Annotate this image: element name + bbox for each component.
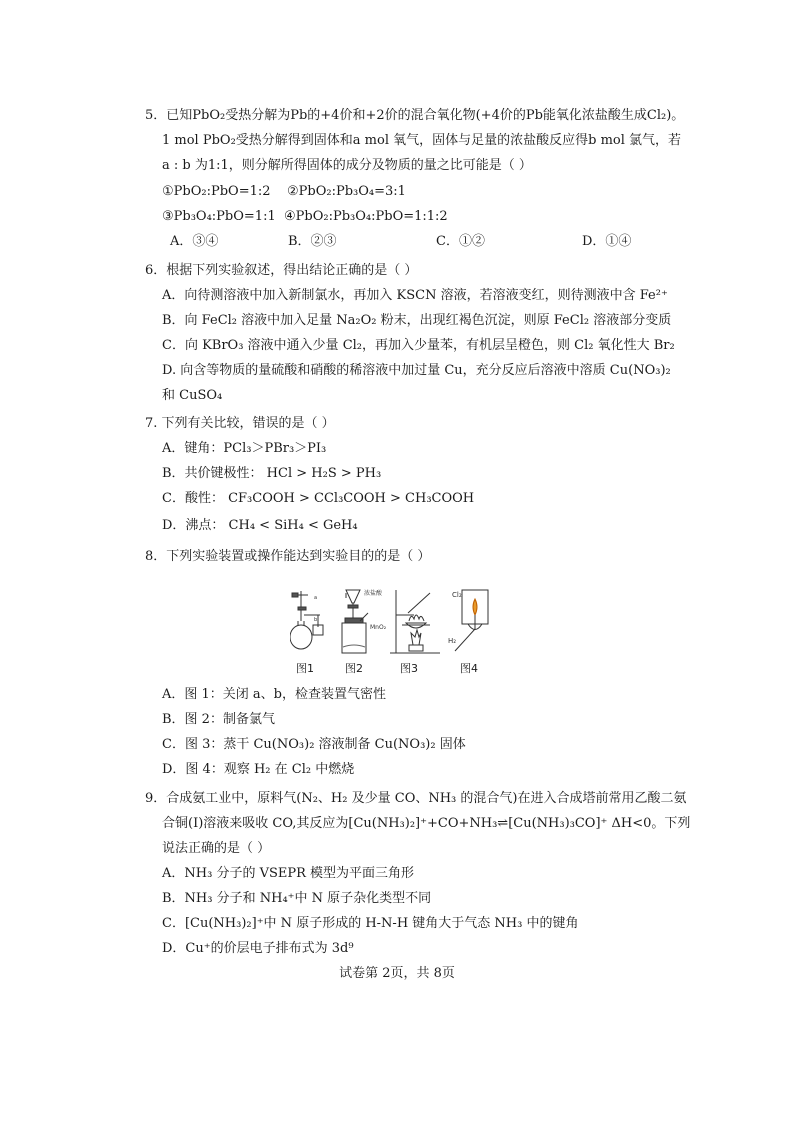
q5-stem-line3: a : b 为1:1，则分解所得固体的成分及物质的量之比可能是（ ） [162,158,532,173]
q6-stem: 6．根据下列实验叙述，得出结论正确的是（ ） [145,263,418,278]
q8-option-d: D．图 4：观察 H₂ 在 Cl₂ 中燃烧 [162,762,355,777]
fig2-reagent-label: MnO₂ [370,624,387,631]
q8-option-a: A．图 1：关闭 a、b，检查装置气密性 [162,687,386,702]
q6-option-b: B．向 FeCl₂ 溶液中加入足量 Na₂O₂ 粉末，出现红褐色沉淀，则原 FeCl₂ 溶液部分变质 [162,313,672,328]
svg-text:a: a [314,595,318,601]
fig4-chlorine-label: Cl₂ [452,591,462,599]
svg-text:b: b [314,617,318,623]
q5-item-4: ④PbO₂:Pb₃O₄:PbO=1:1:2 [284,209,448,224]
q5-item-1: ①PbO₂:PbO=1:2 [162,184,271,199]
q5-option-b: B．②③ [288,234,337,249]
q5-option-a: A．③④ [170,234,219,249]
q8-option-c: C．图 3：蒸干 Cu(NO₃)₂ 溶液制备 Cu(NO₃)₂ 固体 [162,737,466,752]
q6-option-d-line1: D. 向含等物质的量硫酸和硝酸的稀溶液中加过量 Cu，充分反应后溶液中溶质 Cu(NO₃)₂ [162,363,671,378]
q6-option-a: A．向待测溶液中加入新制氯水，再加入 KSCN 溶液，若溶液变红，则待测液中含 Fe²⁺ [162,288,668,303]
q5-option-d: D．①④ [582,234,632,249]
q9-stem-line2: 合铜(I)溶液来吸收 CO,其反应为[Cu(NH₃)₂]⁺+CO+NH₃⇌[Cu(NH₃)₃CO]⁺ ΔH<0。下列 [162,816,691,831]
q9-stem-line3: 说法正确的是（ ） [162,841,271,856]
q5-item-2: ②PbO₂:Pb₃O₄=3:1 [287,184,406,199]
q5-stem-line2: 1 mol PbO₂受热分解得到固体和a mol 氧气，固体与足量的浓盐酸反应得b mol 氯气，若 [162,133,682,148]
fig4-hydrogen-label: H₂ [448,637,457,645]
page-footer: 试卷第 2页，共 8页 [339,966,455,981]
q5-item-3: ③Pb₃O₄:PbO=1:1 [162,209,276,224]
fig2-acid-label: 浓盐酸 [364,590,383,597]
figure-1-label: 图1 [296,662,314,675]
q8-stem: 8．下列实验装置或操作能达到实验目的的是（ ） [145,549,431,564]
figure-3-label: 图3 [400,662,418,675]
q7-option-a: A．键角：PCl₃＞PBr₃＞PI₃ [162,441,327,456]
q7-option-d: D．沸点： CH₄ < SiH₄ < GeH₄ [162,518,358,533]
figure-4-label: 图4 [460,662,478,675]
q9-option-c: C．[Cu(NH₃)₂]⁺中 N 原子形成的 H-N-H 键角大于气态 NH₃ 中的键角 [162,916,579,931]
q9-stem-line1: 9．合成氨工业中，原料气(N₂、H₂ 及少量 CO、NH₃ 的混合气)在进入合成塔前常用乙酸二氨 [145,791,687,806]
q5-stem-line1: 5．已知PbO₂受热分解为Pb的+4价和+2价的混合氧化物(+4价的Pb能氧化浓盐酸生成Cl₂)。 [145,108,685,123]
q7-option-c: C．酸性： CF₃COOH > CCl₃COOH > CH₃COOH [162,491,475,506]
figure-2-label: 图2 [345,662,363,675]
q7-option-b: B．共价键极性： HCl > H₂S > PH₃ [162,466,382,481]
q6-option-c: C．向 KBrO₃ 溶液中通入少量 Cl₂，再加入少量苯，有机层呈橙色，则 Cl₂ 氧化性大 Br₂ [162,338,675,353]
q7-stem: 7. 下列有关比较，错误的是（ ） [145,416,335,431]
q6-option-d-line2: 和 CuSO₄ [162,388,223,403]
q9-option-b: B．NH₃ 分子和 NH₄⁺中 N 原子杂化类型不同 [162,891,432,906]
q9-option-a: A．NH₃ 分子的 VSEPR 模型为平面三角形 [162,866,415,881]
q8-option-b: B．图 2：制备氯气 [162,712,275,727]
q5-option-c: C．①② [436,234,485,249]
q9-option-d: D．Cu⁺的价层电子排布式为 3d⁹ [162,941,354,956]
experiment-figure [290,585,500,675]
experiment-apparatus-drawing [290,585,500,660]
